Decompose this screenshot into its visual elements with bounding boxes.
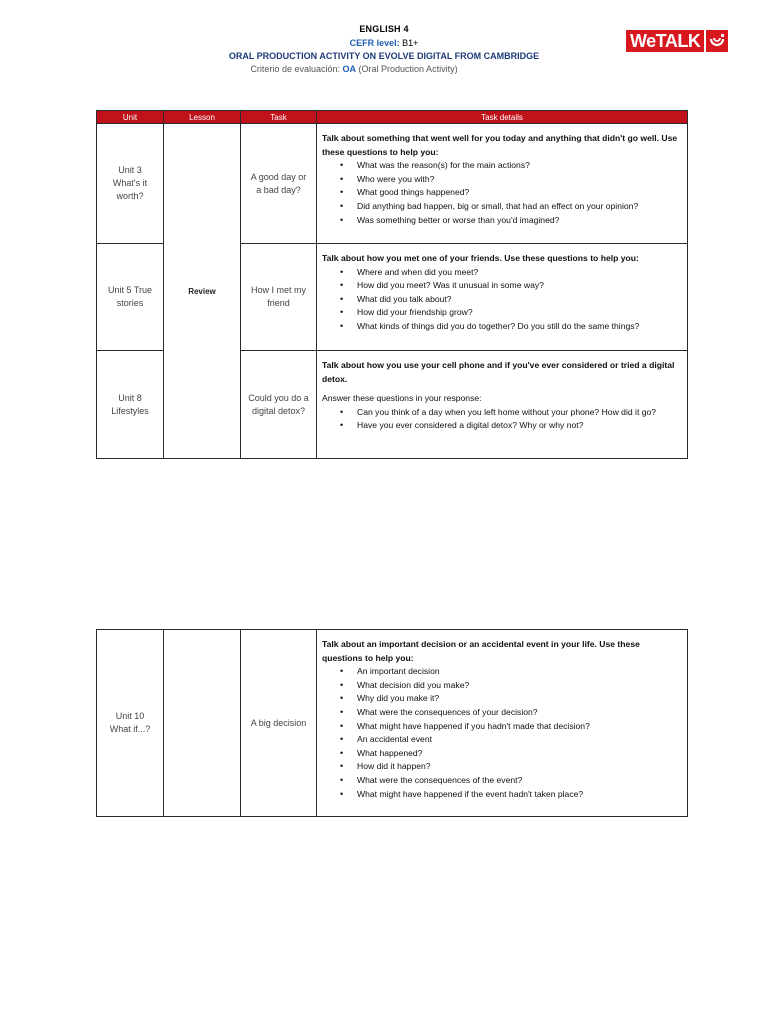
question-list (322, 406, 681, 433)
logo-text: WeTALK (626, 30, 704, 52)
wetalk-logo (626, 30, 728, 52)
task-prompt: Talk about something that went well for you today and anything that didn't go well. Use these questions to help you: (322, 133, 678, 157)
task-details-cell (317, 244, 688, 351)
task-prompt: Talk about how you met one of your friends. Use these questions to help you: (322, 253, 639, 263)
task-details-cell (317, 124, 688, 244)
list-item: • What were the consequences of your decision? (357, 706, 681, 720)
course-title: ENGLISH 4 (359, 24, 409, 34)
unit-label: Unit 10 What if...? (109, 711, 151, 734)
unit-label: Unit 8 Lifestyles (111, 392, 149, 416)
list-item: • What happened? (357, 747, 681, 761)
task-label: How I met my friend (250, 285, 306, 308)
list-item: • What might have happened if you hadn't made that decision? (357, 720, 681, 734)
task-details-cell (317, 630, 688, 817)
unit-label: Unit 3 What's it worth? (112, 165, 148, 201)
task-prompt: Talk about an important decision or an accidental event in your life. Use these questions to help you: (322, 639, 640, 663)
task-cell (241, 630, 317, 817)
col-header-task-details: Task details (317, 111, 688, 124)
list-item: • An important decision (357, 665, 681, 679)
list-item: • What might have happened if the event hadn't taken place? (357, 788, 681, 802)
list-item: • Did anything bad happen, big or small, that had an effect on your opinion? (357, 200, 681, 214)
list-item: • What decision did you make? (357, 679, 681, 693)
lesson-cell: Review (164, 124, 241, 459)
task-table-continued (96, 629, 688, 817)
criteria-code: OA (342, 64, 357, 74)
cefr-label: CEFR level: (349, 38, 400, 48)
unit-cell (97, 351, 164, 459)
task-table (96, 110, 688, 459)
criteria-label: Criterio de evaluación: (250, 64, 340, 74)
question-list (322, 266, 681, 334)
list-item: • How did you meet? Was it unusual in some way? (357, 279, 681, 293)
lesson-cell (164, 630, 241, 817)
col-header-task: Task (241, 111, 317, 124)
list-item: • What were the consequences of the event? (357, 774, 681, 788)
unit-cell (97, 244, 164, 351)
list-item: • How did it happen? (357, 760, 681, 774)
table-header-row (97, 111, 688, 124)
list-item: • What good things happened? (357, 186, 681, 200)
unit-cell (97, 124, 164, 244)
task-cell (241, 351, 317, 459)
unit-label: Unit 5 True stories (107, 285, 153, 308)
task-instruction: Answer these questions in your response: (322, 393, 482, 404)
cefr-value: B1+ (402, 38, 419, 48)
list-item: • Was something better or worse than you'd imagined? (357, 214, 681, 228)
task-cell (241, 124, 317, 244)
task-prompt: Talk about how you use your cell phone and if you've ever considered or tried a digital detox. (322, 360, 675, 384)
upc-swirl-icon (706, 30, 728, 52)
list-item: • What did you talk about? (357, 293, 681, 307)
question-list (322, 665, 681, 801)
task-cell (241, 244, 317, 351)
table-row (97, 124, 688, 244)
unit-cell (97, 630, 164, 817)
task-label: A good day or a bad day? (250, 171, 307, 195)
list-item: • How did your friendship grow? (357, 306, 681, 320)
question-list (322, 159, 681, 227)
list-item: • An accidental event (357, 733, 681, 747)
task-label: Could you do a digital detox? (248, 392, 309, 416)
list-item: • Have you ever considered a digital detox? Why or why not? (357, 419, 681, 433)
list-item: • Where and when did you meet? (357, 266, 681, 280)
task-label: A big decision (250, 717, 307, 728)
list-item: • Who were you with? (357, 173, 681, 187)
list-item: • Can you think of a day when you left home without your phone? How did it go? (357, 406, 681, 420)
table-row (97, 630, 688, 817)
col-header-unit: Unit (97, 111, 164, 124)
list-item: • What was the reason(s) for the main actions? (357, 159, 681, 173)
evaluation-criteria (0, 64, 738, 74)
task-details-cell (317, 351, 688, 459)
list-item: • Why did you make it? (357, 692, 681, 706)
criteria-desc: (Oral Production Activity) (358, 64, 458, 74)
activity-title: ORAL PRODUCTION ACTIVITY ON EVOLVE DIGITAL FROM CAMBRIDGE (228, 51, 540, 61)
col-header-lesson: Lesson (164, 111, 241, 124)
list-item: • What kinds of things did you do together? Do you still do the same things? (357, 320, 681, 334)
